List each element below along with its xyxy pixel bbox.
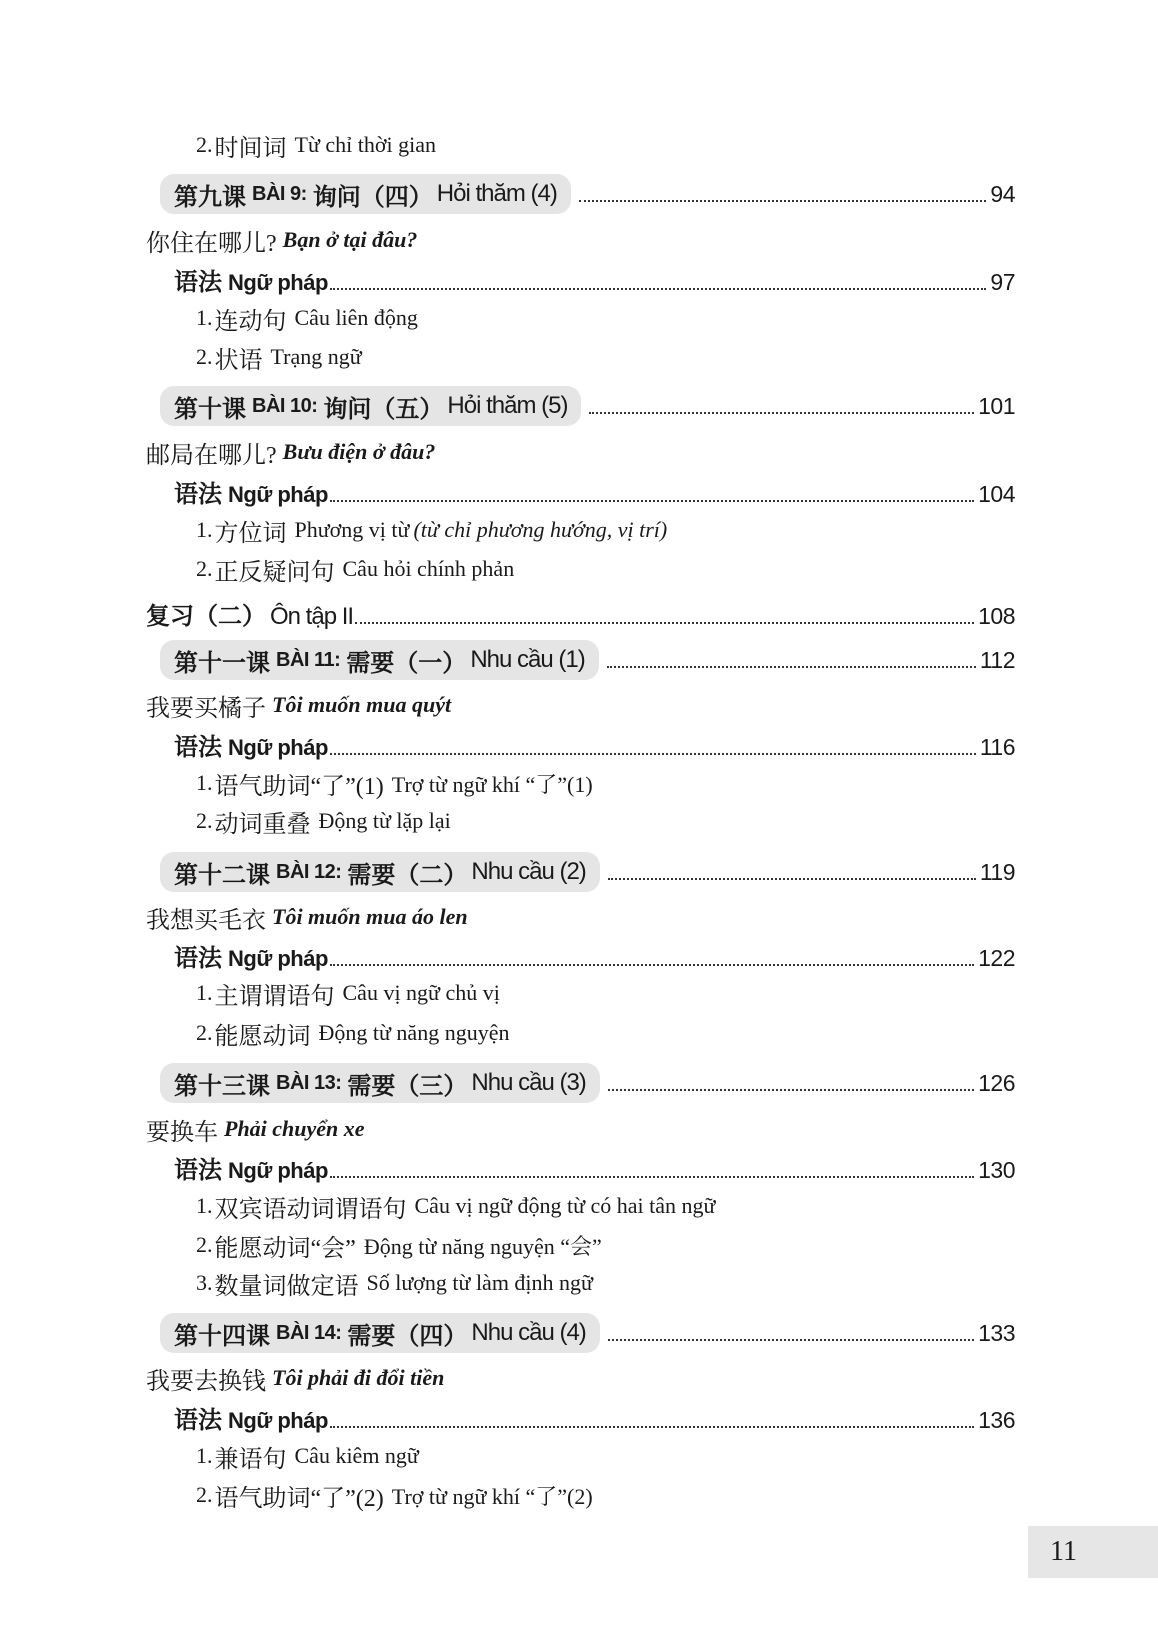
grammar-chinese: 语法 <box>174 481 222 508</box>
toc-line <box>174 1150 1015 1185</box>
toc-subitem <box>0 973 1158 1013</box>
item-note: (từ chỉ phương hướng, vị trí) <box>413 517 668 542</box>
toc-entry-review[interactable] <box>0 593 1158 633</box>
toc-line <box>160 386 1015 426</box>
item-vietnamese: Câu hỏi chính phản <box>342 556 515 581</box>
grammar-vietnamese: Ngữ pháp <box>228 734 328 760</box>
toc-entry-lesson[interactable] <box>0 174 1158 214</box>
title-chinese: 你住在哪儿? <box>146 230 277 257</box>
toc-line <box>160 640 1015 680</box>
item-vietnamese: Trạng ngữ <box>270 344 362 369</box>
toc-entry-lesson[interactable] <box>0 1313 1158 1353</box>
toc-entry-lesson[interactable] <box>0 386 1158 426</box>
lesson-number: BÀI 11: <box>276 648 341 671</box>
review-vietnamese: Ôn tập II <box>270 602 354 630</box>
item-chinese: 语气助词“了”(1) <box>214 773 384 800</box>
lesson-vietnamese: Nhu cầu (3) <box>471 1069 586 1096</box>
toc-subitem <box>0 801 1158 841</box>
title-vietnamese: Bưu điện ở đâu? <box>282 439 436 464</box>
lesson-vietnamese: Nhu cầu (1) <box>470 646 585 673</box>
grammar-chinese: 语法 <box>174 1407 222 1434</box>
item-number: 1. <box>196 980 213 1005</box>
page-ref: 130 <box>978 1156 1015 1183</box>
lesson-topic-chinese: 需要（一） <box>346 650 467 677</box>
item-vietnamese: Câu vị ngữ chủ vị <box>342 980 500 1005</box>
toc-subitem <box>0 763 1158 803</box>
lesson-chinese: 第九课 <box>174 184 246 211</box>
title-chinese: 我要去换钱 <box>146 1368 266 1395</box>
grammar-vietnamese: Ngữ pháp <box>228 1407 328 1433</box>
item-number: 2. <box>196 132 213 157</box>
toc-subitem <box>0 337 1158 377</box>
lesson-topic-chinese: 询问（四） <box>312 184 433 211</box>
grammar-chinese: 语法 <box>174 734 222 761</box>
item-number: 1. <box>196 517 213 542</box>
dot-leader <box>330 964 974 966</box>
item-vietnamese: Từ chỉ thời gian <box>294 132 436 157</box>
toc-entry-grammar[interactable] <box>0 471 1158 511</box>
item-chinese: 连动句 <box>214 308 287 335</box>
item-chinese: 时间词 <box>214 135 287 162</box>
toc-line <box>160 852 1015 892</box>
title-vietnamese: Tôi muốn mua quýt <box>272 692 452 717</box>
item-number: 1. <box>196 1443 213 1468</box>
page-ref: 112 <box>979 646 1015 673</box>
item-vietnamese: Số lượng từ làm định ngữ <box>366 1270 593 1295</box>
lesson-number: BÀI 10: <box>252 394 318 417</box>
dot-leader <box>589 412 974 414</box>
toc-subitem <box>0 125 1158 165</box>
item-chinese: 正反疑问句 <box>214 559 335 586</box>
dot-leader <box>330 1176 974 1178</box>
toc-line <box>174 262 1015 297</box>
lesson-topic-chinese: 询问（五） <box>323 396 444 423</box>
page-ref: 122 <box>978 944 1015 971</box>
grammar-vietnamese: Ngữ pháp <box>228 1157 328 1183</box>
dot-leader <box>330 753 976 755</box>
toc-subitem <box>0 510 1158 550</box>
dot-leader <box>330 1426 974 1428</box>
item-number: 1. <box>196 305 213 330</box>
title-chinese: 要换车 <box>146 1119 218 1146</box>
toc-subitem <box>0 1263 1158 1303</box>
item-chinese: 数量词做定语 <box>214 1273 359 1300</box>
title-vietnamese: Bạn ở tại đâu? <box>282 227 418 252</box>
dot-leader <box>608 1339 974 1341</box>
toc-line <box>160 1063 1015 1103</box>
review-chinese: 复习（二） <box>146 603 266 630</box>
lesson-number: BÀI 12: <box>276 860 342 883</box>
item-number: 2. <box>196 556 213 581</box>
item-vietnamese: Trợ từ ngữ khí “了”(1) <box>391 771 593 797</box>
page-ref: 101 <box>978 392 1015 419</box>
lesson-vietnamese: Nhu cầu (2) <box>471 858 586 885</box>
item-chinese: 方位词 <box>214 520 287 547</box>
item-vietnamese: Phương vị từ <box>294 517 410 542</box>
toc-line <box>146 596 1015 631</box>
toc-entry-lesson[interactable] <box>0 852 1158 892</box>
toc-entry-grammar[interactable] <box>0 724 1158 764</box>
page-ref: 97 <box>990 268 1015 295</box>
toc-subitem <box>0 549 1158 589</box>
item-number: 2. <box>196 344 213 369</box>
page-ref: 126 <box>978 1069 1015 1096</box>
toc-line <box>174 474 1015 509</box>
toc-subitem <box>0 1225 1158 1265</box>
item-number: 1. <box>196 770 213 795</box>
lesson-number: BÀI 9: <box>252 182 307 205</box>
item-vietnamese: Động từ năng nguyện “会” <box>363 1233 602 1259</box>
item-vietnamese: Câu liên động <box>294 305 418 330</box>
lesson-vietnamese: Hỏi thăm (5) <box>447 392 568 419</box>
page-ref: 136 <box>978 1406 1015 1433</box>
item-vietnamese: Động từ lặp lại <box>318 808 451 833</box>
item-chinese: 双宾语动词谓语句 <box>214 1196 407 1223</box>
item-chinese: 动词重叠 <box>214 811 311 838</box>
dot-leader <box>355 622 974 624</box>
page-ref: 133 <box>978 1319 1015 1346</box>
lesson-chinese: 第十一课 <box>174 650 270 677</box>
toc-entry-lesson[interactable] <box>0 1063 1158 1103</box>
lesson-title <box>0 1358 1158 1398</box>
grammar-chinese: 语法 <box>174 1157 222 1184</box>
dot-leader <box>330 500 974 502</box>
item-number: 1. <box>196 1193 213 1218</box>
lesson-number: BÀI 13: <box>276 1071 342 1094</box>
toc-subitem <box>0 1013 1158 1053</box>
grammar-chinese: 语法 <box>174 945 222 972</box>
item-vietnamese: Trợ từ ngữ khí “了”(2) <box>391 1483 593 1509</box>
item-number: 2. <box>196 808 213 833</box>
lesson-chinese: 第十二课 <box>174 862 270 889</box>
dot-leader <box>330 288 986 290</box>
toc-subitem <box>0 1475 1158 1515</box>
toc-line <box>160 174 1015 214</box>
item-chinese: 能愿动词 <box>214 1023 311 1050</box>
page-ref: 119 <box>979 858 1015 885</box>
title-vietnamese: Tôi muốn mua áo len <box>272 904 468 929</box>
lesson-vietnamese: Hỏi thăm (4) <box>436 180 557 207</box>
toc-line <box>174 938 1015 973</box>
page-ref: 94 <box>990 180 1015 207</box>
grammar-vietnamese: Ngữ pháp <box>228 945 328 971</box>
item-number: 2. <box>196 1482 213 1507</box>
lesson-title <box>0 897 1158 937</box>
page-ref: 108 <box>978 602 1015 629</box>
page-ref: 104 <box>978 480 1015 507</box>
item-chinese: 能愿动词“会” <box>214 1235 356 1262</box>
toc-line <box>174 1400 1015 1435</box>
title-chinese: 我想买毛衣 <box>146 907 266 934</box>
toc-entry-grammar[interactable] <box>0 935 1158 975</box>
lesson-chinese: 第十课 <box>174 396 246 423</box>
toc-subitem <box>0 1186 1158 1226</box>
lesson-chinese: 第十四课 <box>174 1323 270 1350</box>
grammar-chinese: 语法 <box>174 269 222 296</box>
page-number-text: 11 <box>1050 1536 1077 1567</box>
toc-entry-grammar[interactable] <box>0 259 1158 299</box>
page-number <box>1028 1526 1158 1578</box>
lesson-heading-pill <box>160 386 581 426</box>
grammar-vietnamese: Ngữ pháp <box>228 269 328 295</box>
dot-leader <box>579 200 987 202</box>
item-chinese: 语气助词“了”(2) <box>214 1485 384 1512</box>
lesson-heading-pill <box>160 852 600 892</box>
lesson-title <box>0 432 1158 472</box>
lesson-vietnamese: Nhu cầu (4) <box>471 1319 586 1346</box>
item-chinese: 兼语句 <box>214 1446 287 1473</box>
dot-leader <box>608 1089 974 1091</box>
lesson-heading-pill <box>160 1063 600 1103</box>
lesson-heading-pill <box>160 640 599 680</box>
title-chinese: 我要买橘子 <box>146 695 266 722</box>
toc-entry-grammar[interactable] <box>0 1147 1158 1187</box>
toc-subitem <box>0 298 1158 338</box>
title-vietnamese: Phải chuyển xe <box>224 1116 365 1141</box>
lesson-heading-pill <box>160 174 571 214</box>
lesson-number: BÀI 14: <box>276 1321 342 1344</box>
page-ref: 116 <box>979 733 1015 760</box>
dot-leader <box>607 666 976 668</box>
item-chinese: 状语 <box>214 347 263 374</box>
lesson-topic-chinese: 需要（三） <box>347 1073 468 1100</box>
item-vietnamese: Câu vị ngữ động từ có hai tân ngữ <box>414 1193 716 1218</box>
item-number: 2. <box>196 1020 213 1045</box>
dot-leader <box>608 878 976 880</box>
item-number: 2. <box>196 1232 213 1257</box>
item-vietnamese: Câu kiêm ngữ <box>294 1443 419 1468</box>
toc-line <box>174 727 1015 762</box>
item-number: 3. <box>196 1270 213 1295</box>
title-vietnamese: Tôi phải đi đổi tiền <box>272 1365 445 1390</box>
toc-subitem <box>0 1436 1158 1476</box>
lesson-title <box>0 220 1158 260</box>
lesson-chinese: 第十三课 <box>174 1073 270 1100</box>
toc-entry-grammar[interactable] <box>0 1397 1158 1437</box>
item-chinese: 主谓谓语句 <box>214 983 335 1010</box>
title-chinese: 邮局在哪儿? <box>146 442 277 469</box>
lesson-topic-chinese: 需要（二） <box>347 862 468 889</box>
grammar-vietnamese: Ngữ pháp <box>228 481 328 507</box>
lesson-title <box>0 1109 1158 1149</box>
lesson-title <box>0 685 1158 725</box>
lesson-heading-pill <box>160 1313 600 1353</box>
lesson-topic-chinese: 需要（四） <box>347 1323 468 1350</box>
toc-entry-lesson[interactable] <box>0 640 1158 680</box>
toc-line <box>160 1313 1015 1353</box>
item-vietnamese: Động từ năng nguyện <box>318 1020 510 1045</box>
